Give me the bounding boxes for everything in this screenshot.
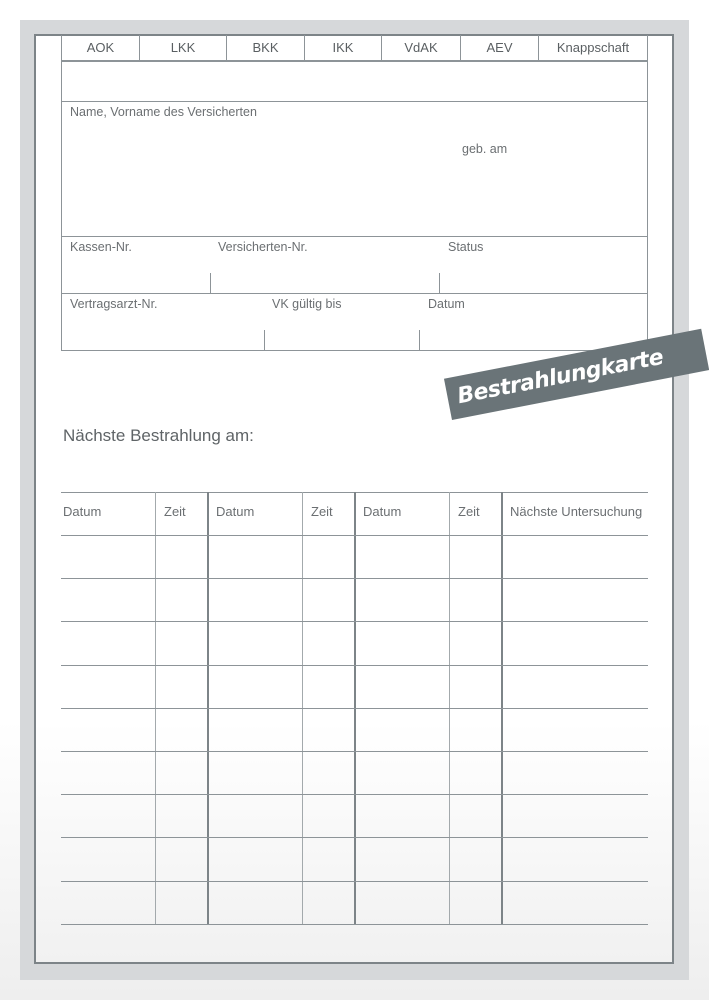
- vk-gueltig-label: VK gültig bis: [272, 297, 342, 311]
- col-header-zeit-1: Zeit: [164, 504, 186, 519]
- col-header-zeit-2: Zeit: [311, 504, 333, 519]
- divider: [62, 236, 647, 237]
- kassen-nr-label: Kassen-Nr.: [70, 240, 132, 254]
- title-badge: Bestrahlungkarte: [444, 329, 709, 420]
- versicherten-nr-label: Versicherten-Nr.: [218, 240, 308, 254]
- insurer-bkk[interactable]: BKK: [227, 35, 305, 60]
- insurance-header-block: [61, 35, 648, 351]
- table-row: [61, 621, 648, 622]
- birthdate-label: geb. am: [462, 142, 508, 156]
- datum-label: Datum: [428, 297, 465, 311]
- insurer-aev[interactable]: AEV: [461, 35, 539, 60]
- field-tick: [439, 273, 440, 293]
- insurer-knappschaft[interactable]: Knappschaft: [556, 40, 630, 55]
- col-header-zeit-3: Zeit: [458, 504, 480, 519]
- table-row: [61, 794, 648, 795]
- header-bottom-line: [61, 535, 648, 536]
- insurer-lkk[interactable]: LKK: [140, 35, 227, 60]
- table-row: [61, 881, 648, 882]
- col-header-datum-2: Datum: [216, 504, 255, 519]
- insurer-row: [62, 35, 647, 62]
- insurer-ikk[interactable]: IKK: [305, 35, 382, 60]
- appointment-table: [61, 492, 648, 924]
- divider: [62, 293, 647, 294]
- table-row: [61, 578, 648, 579]
- field-tick: [264, 330, 265, 350]
- insurer-vdak[interactable]: VdAK: [382, 35, 461, 60]
- table-row: [61, 665, 648, 666]
- table-row: [61, 924, 648, 925]
- col-header-datum-1: Datum: [63, 504, 102, 519]
- table-row: [61, 708, 648, 709]
- col-header-datum-3: Datum: [363, 504, 402, 519]
- field-tick: [419, 330, 420, 350]
- table-row: [61, 837, 648, 838]
- divider: [62, 101, 647, 102]
- name-label: Name, Vorname des Versicherten: [70, 105, 257, 119]
- next-appointment-label: Nächste Bestrahlung am:: [63, 426, 254, 445]
- field-tick: [210, 273, 211, 293]
- col-header-naechste-untersuchung: Nächste Untersuchung: [510, 504, 643, 519]
- table-row: [61, 751, 648, 752]
- insurer-aok[interactable]: AOK: [62, 35, 140, 60]
- status-label: Status: [448, 240, 484, 254]
- vertragsarzt-nr-label: Vertragsarzt-Nr.: [70, 297, 158, 311]
